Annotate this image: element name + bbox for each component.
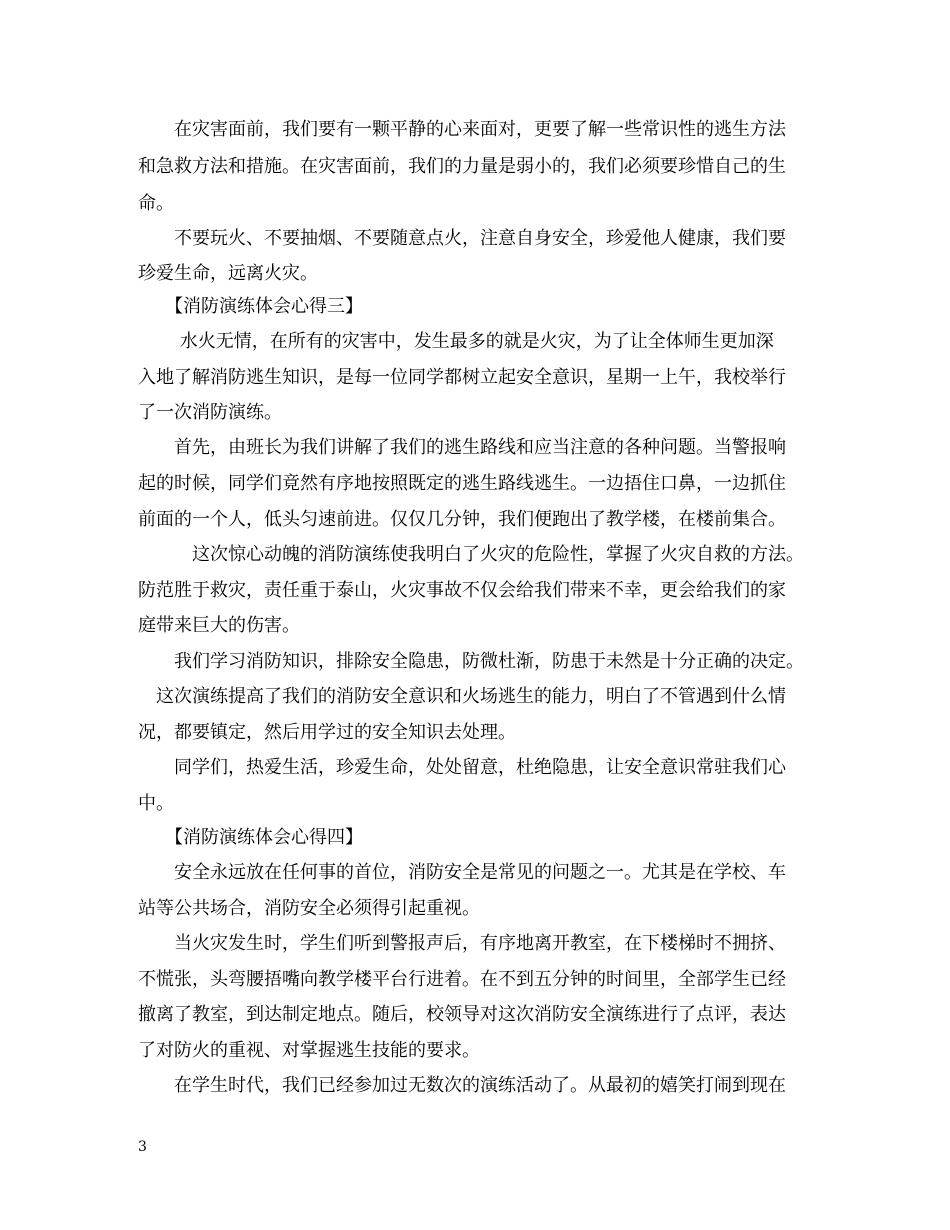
text-line: 起的时候，同学们竟然有序地按照既定的逃生路线逃生。一边捂住口鼻，一边抓住 bbox=[138, 473, 786, 494]
text-line: 况，都要镇定，然后用学过的安全知识去处理。 bbox=[138, 722, 516, 743]
text-line: 不要玩火、不要抽烟、不要随意点火，注意自身安全，珍爱他人健康，我们要 bbox=[138, 228, 786, 249]
text-line: 了一次消防演练。 bbox=[138, 402, 282, 423]
text-line: 首先，由班长为我们讲解了我们的逃生路线和应当注意的各种问题。当警报响 bbox=[138, 437, 786, 458]
text-line: 中。 bbox=[138, 793, 174, 814]
text-line: 和急救方法和措施。在灾害面前，我们的力量是弱小的，我们必须要珍惜自己的生 bbox=[138, 156, 786, 177]
text-line: 珍爱生命，远离火灾。 bbox=[138, 263, 318, 284]
text-line: 庭带来巨大的伤害。 bbox=[138, 615, 300, 636]
text-line: 当火灾发生时，学生们听到警报声后，有序地离开教室，在下楼梯时不拥挤、 bbox=[138, 933, 786, 954]
text-line: 防范胜于救灾，责任重于泰山，火灾事故不仅会给我们带来不幸，更会给我们的家 bbox=[138, 580, 786, 601]
text-line: 这次惊心动魄的消防演练使我明白了火灾的危险性，掌握了火灾自救的方法。 bbox=[138, 544, 804, 565]
text-line: 水火无情，在所有的灾害中，发生最多的就是火灾，为了让全体师生更加深 bbox=[138, 331, 774, 352]
text-line: 在学生时代，我们已经参加过无数次的演练活动了。从最初的嬉笑打闹到现在 bbox=[138, 1075, 786, 1096]
text-line: 前面的一个人，低头匀速前进。仅仅几分钟，我们便跑出了教学楼，在楼前集合。 bbox=[138, 509, 786, 530]
text-line: 命。 bbox=[138, 193, 174, 214]
text-line: 站等公共场合，消防安全必须得引起重视。 bbox=[138, 898, 480, 919]
text-line: 安全永远放在任何事的首位，消防安全是常见的问题之一。尤其是在学校、车 bbox=[138, 862, 786, 883]
text-line: 这次演练提高了我们的消防安全意识和火场逃生的能力，明白了不管遇到什么情 bbox=[138, 686, 786, 707]
text-line: 在灾害面前，我们要有一颗平静的心来面对，更要了解一些常识性的逃生方法 bbox=[138, 119, 786, 140]
section-heading: 【消防演练体会心得三】 bbox=[138, 296, 363, 317]
text-line: 不慌张，头弯腰捂嘴向教学楼平台行进着。在不到五分钟的时间里，全部学生已经 bbox=[138, 969, 786, 990]
text-line: 入地了解消防逃生知识，是每一位同学都树立起安全意识，星期一上午，我校举行 bbox=[138, 367, 786, 388]
text-line: 了对防火的重视、对掌握逃生技能的要求。 bbox=[138, 1040, 480, 1061]
section-heading: 【消防演练体会心得四】 bbox=[138, 827, 363, 848]
page-number: 3 bbox=[138, 1139, 147, 1155]
text-line: 撤离了教室，到达制定地点。随后，校领导对这次消防安全演练进行了点评，表达 bbox=[138, 1004, 786, 1025]
text-line: 我们学习消防知识，排除安全隐患，防微杜渐，防患于未然是十分正确的决定。 bbox=[138, 651, 804, 672]
text-line: 同学们，热爱生活，珍爱生命，处处留意，杜绝隐患，让安全意识常驻我们心 bbox=[138, 757, 786, 778]
